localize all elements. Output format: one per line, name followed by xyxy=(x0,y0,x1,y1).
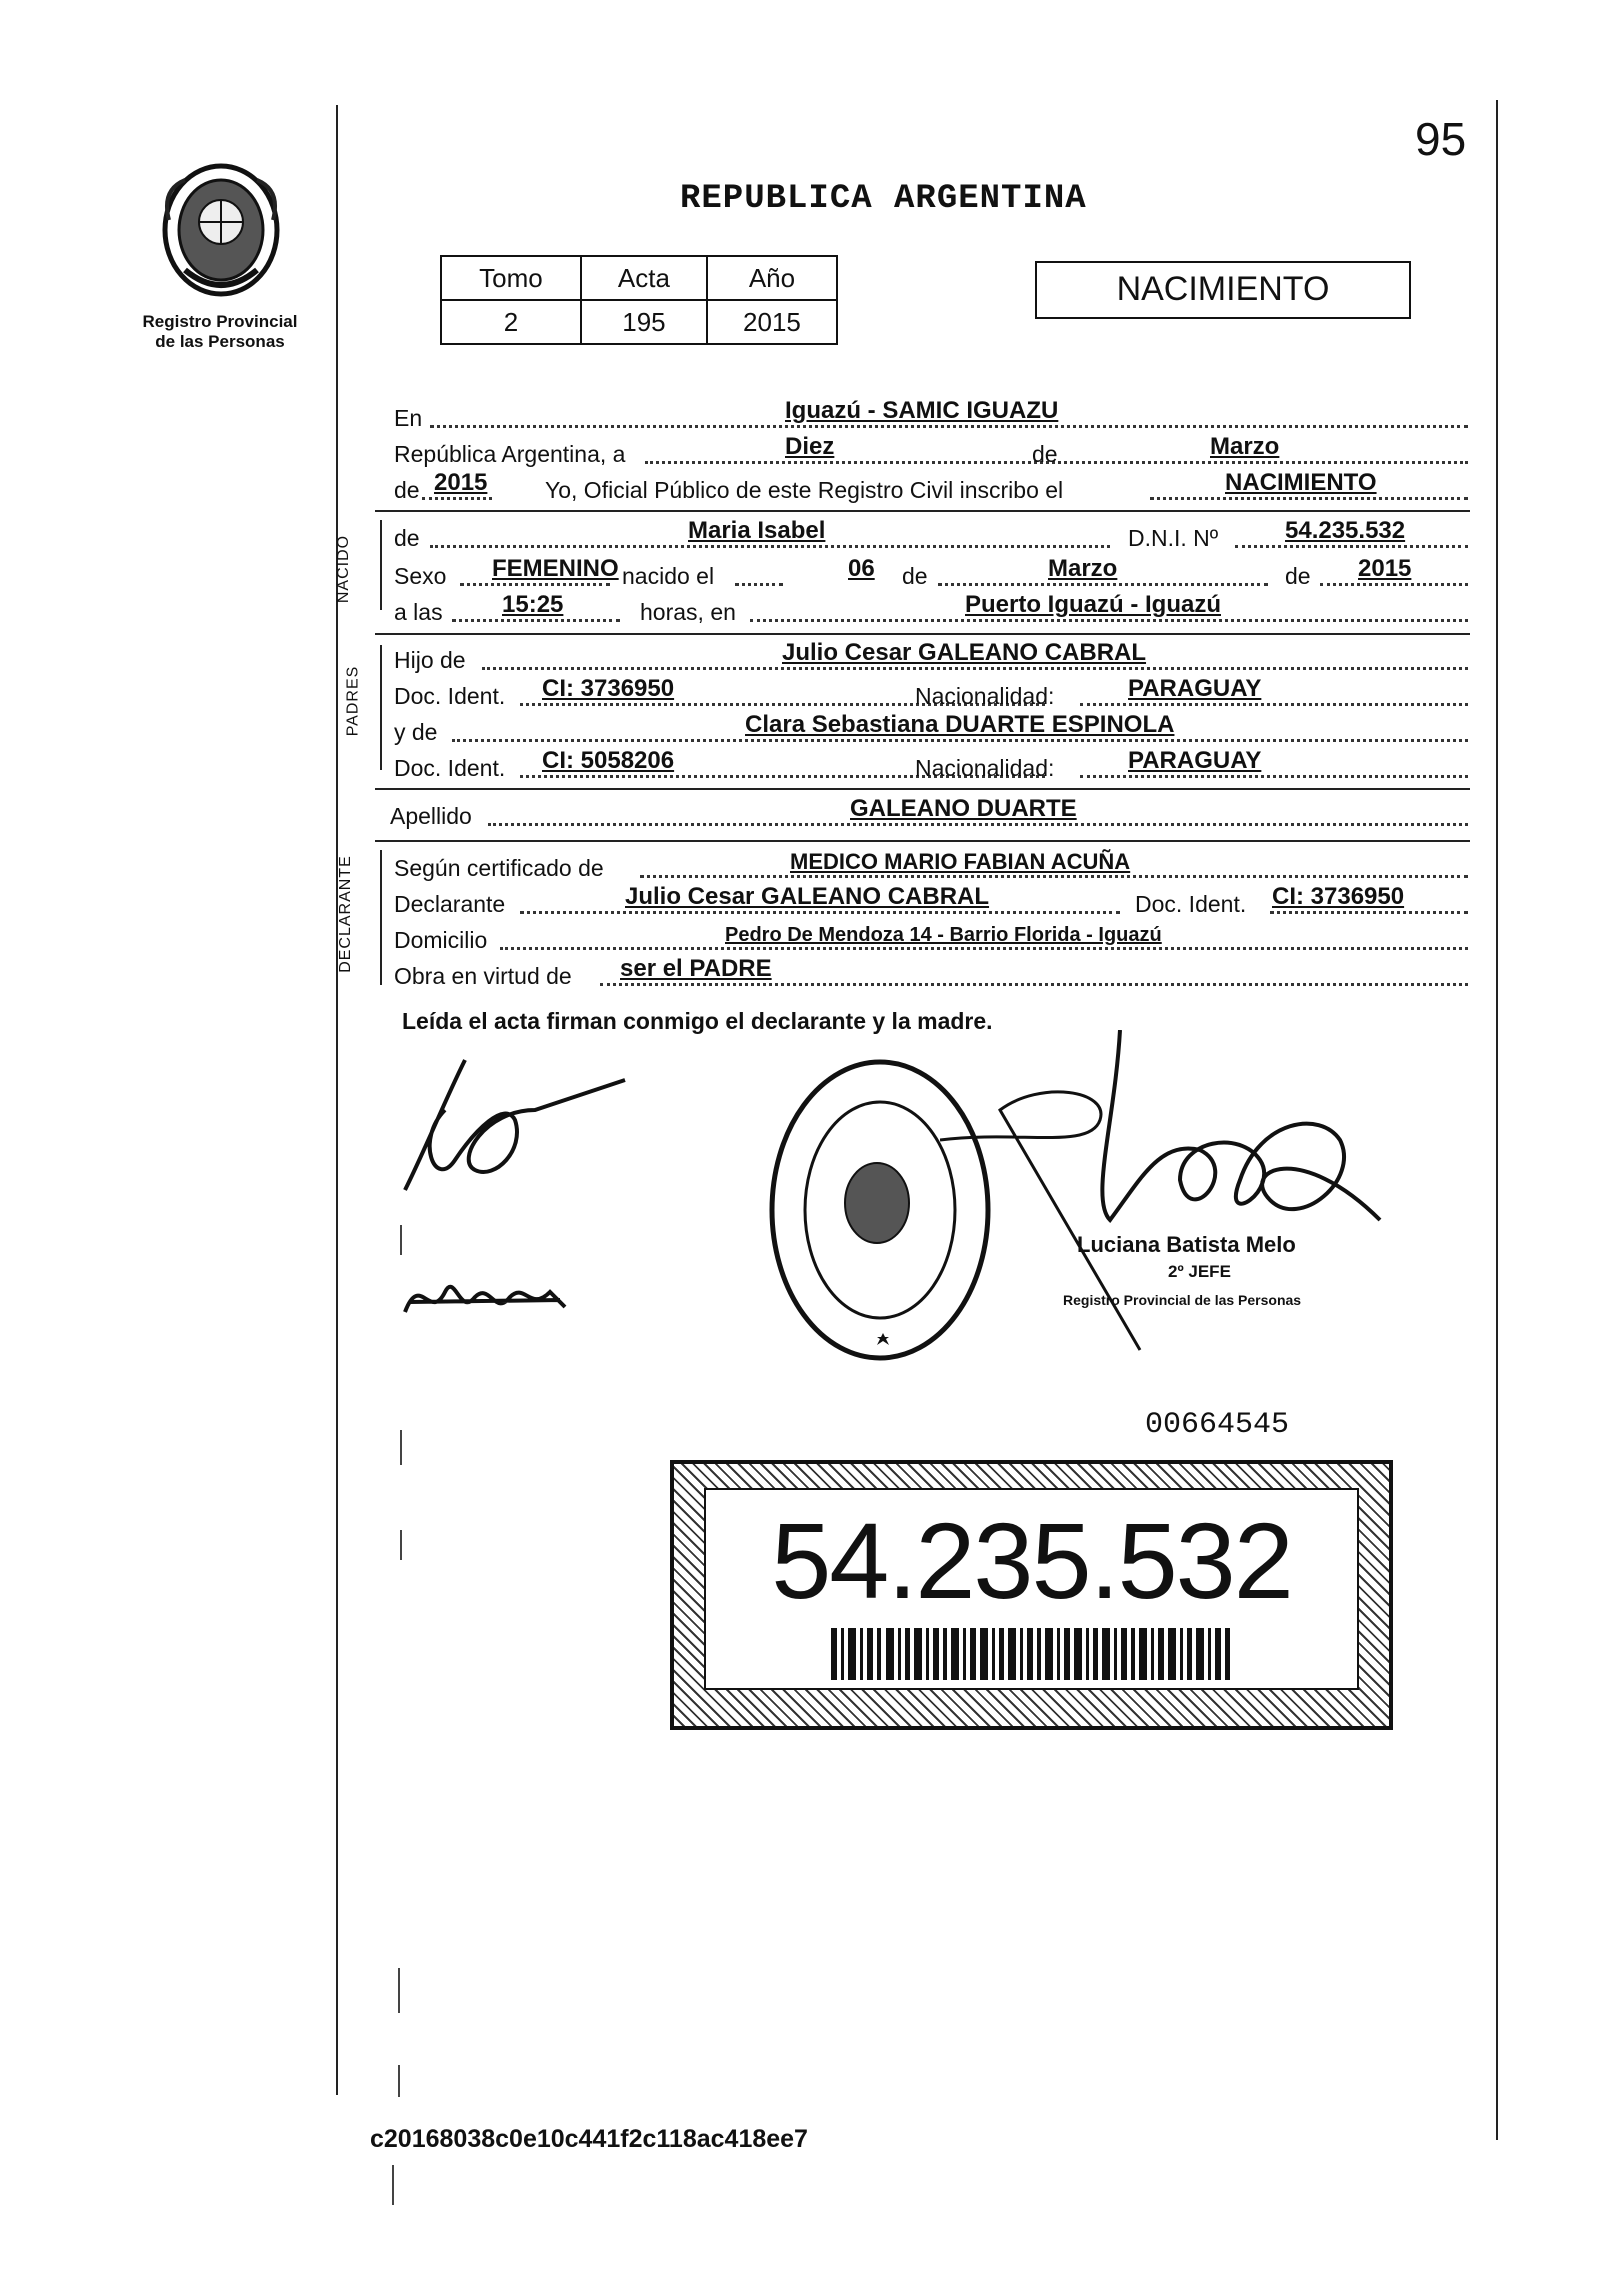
province-seal-icon xyxy=(155,160,287,300)
line-segun xyxy=(390,848,1468,884)
closing-text: Leída el acta firman conmigo el declarante y la madre. xyxy=(402,1008,993,1034)
serial-number: 00664545 xyxy=(1145,1408,1290,1442)
declarante-brace xyxy=(380,850,382,985)
dots xyxy=(520,911,1120,914)
logo-caption-line1: Registro Provincial xyxy=(142,312,298,331)
register-header-acta: Acta xyxy=(581,256,707,300)
nacido-de-label3: de xyxy=(1285,563,1311,589)
scan-mark xyxy=(400,1430,402,1465)
apellido-label: Apellido xyxy=(390,803,472,829)
inscribo-value: NACIMIENTO xyxy=(1225,469,1377,496)
dots xyxy=(1320,583,1468,586)
oficial-text: Yo, Oficial Público de este Registro Civil inscribo el xyxy=(545,477,1064,503)
province-logo xyxy=(155,160,287,300)
declarant-signature-scribble-icon xyxy=(385,1040,635,1220)
declarante-doc-value: CI: 3736950 xyxy=(1272,883,1405,910)
declarant-signature xyxy=(385,1040,635,1220)
year-value: 2015 xyxy=(434,469,488,496)
official-signature-scribble-icon xyxy=(940,1030,1390,1410)
separator-3 xyxy=(375,788,1470,790)
dots xyxy=(452,739,1468,742)
day-value: Diez xyxy=(785,433,835,460)
right-margin-rule xyxy=(1496,100,1498,2140)
line-y-de xyxy=(390,712,1468,748)
record-type-box: NACIMIENTO xyxy=(1035,261,1411,319)
birth-month-value: Marzo xyxy=(1048,555,1118,582)
document-hash: c20168038c0e10c441f2c118ac418ee7 xyxy=(370,2125,808,2153)
register-header-tomo: Tomo xyxy=(441,256,581,300)
dni-sticker xyxy=(670,1460,1393,1730)
sexo-value: FEMENINO xyxy=(492,555,619,582)
hijo-de-label: Hijo de xyxy=(394,647,466,673)
dots xyxy=(488,823,1468,826)
declarante-value: Julio Cesar GALEANO CABRAL xyxy=(625,883,990,910)
official-office: Registro Provincial de las Personas xyxy=(1063,1292,1302,1308)
nacido-brace xyxy=(380,520,382,610)
domicilio-value: Pedro De Mendoza 14 - Barrio Florida - Iguazú xyxy=(725,924,1162,946)
father-nat-label: Nacionalidad: xyxy=(915,683,1055,709)
padres-brace xyxy=(380,645,382,770)
obra-label: Obra en virtud de xyxy=(394,963,572,989)
official-name: Luciana Batista Melo xyxy=(1077,1232,1296,1257)
barcode-bars-icon xyxy=(831,1628,1231,1680)
dots xyxy=(750,619,1468,622)
side-label-padres-text: PADRES xyxy=(344,665,362,737)
line-domicilio xyxy=(390,920,1468,956)
separator-4 xyxy=(375,840,1470,842)
register-value-ano: 2015 xyxy=(707,300,837,344)
declarante-label: Declarante xyxy=(394,891,506,917)
father-doc-value: CI: 3736950 xyxy=(542,675,675,702)
dots xyxy=(1270,911,1468,914)
line-obra xyxy=(390,956,1468,992)
line-father-doc xyxy=(390,676,1468,712)
line-declarante xyxy=(390,884,1468,920)
de2-label: de xyxy=(394,477,420,503)
line-hora xyxy=(390,592,1468,628)
nacido-el-label: nacido el xyxy=(622,563,715,589)
nacido-name-value: Maria Isabel xyxy=(688,517,826,544)
dots xyxy=(1150,497,1468,500)
dni-label: D.N.I. Nº xyxy=(1128,525,1219,551)
dots xyxy=(500,947,1468,950)
barcode-icon xyxy=(831,1628,1231,1680)
mother-signature xyxy=(400,1262,570,1332)
official-title: 2º JEFE xyxy=(1168,1262,1231,1281)
en-value: Iguazú - SAMIC IGUAZU xyxy=(785,397,1059,424)
dots xyxy=(460,583,610,586)
dots xyxy=(1080,703,1468,706)
official-signature xyxy=(940,1030,1390,1410)
side-label-nacido: NACIDO xyxy=(335,534,353,604)
apellido-value: GALEANO DUARTE xyxy=(850,795,1077,822)
separator-1 xyxy=(375,510,1470,512)
nacido-de-label2: de xyxy=(902,563,928,589)
line-republica xyxy=(390,434,1468,470)
obra-value: ser el PADRE xyxy=(620,955,772,982)
line-apellido xyxy=(390,796,1468,832)
republica-label: República Argentina, a xyxy=(394,441,626,467)
scan-mark xyxy=(400,1225,402,1255)
mother-doc-value: CI: 5058206 xyxy=(542,747,675,774)
y-de-label: y de xyxy=(394,719,438,745)
line-mother-doc xyxy=(390,748,1468,784)
segun-value: MEDICO MARIO FABIAN ACUÑA xyxy=(790,849,1131,874)
dots xyxy=(600,983,1468,986)
a-las-label: a las xyxy=(394,599,443,625)
declarante-doc-label: Doc. Ident. xyxy=(1135,891,1247,917)
segun-label: Según certificado de xyxy=(394,855,604,881)
dni-sticker-inner xyxy=(704,1488,1359,1690)
scan-mark xyxy=(400,1530,402,1560)
mother-nat-value: PARAGUAY xyxy=(1128,747,1262,774)
dots xyxy=(430,545,1110,548)
line-sexo xyxy=(390,556,1468,592)
mother-name-value: Clara Sebastiana DUARTE ESPINOLA xyxy=(745,711,1175,738)
country-title: REPUBLICA ARGENTINA xyxy=(680,180,1087,218)
place-value: Puerto Iguazú - Iguazú xyxy=(965,591,1221,618)
horas-label: horas, en xyxy=(640,599,736,625)
register-table xyxy=(440,255,838,345)
birth-year-value: 2015 xyxy=(1358,555,1412,582)
register-header-ano: Año xyxy=(707,256,837,300)
dots xyxy=(430,425,1468,428)
en-label: En xyxy=(394,405,423,431)
father-name-value: Julio Cesar GALEANO CABRAL xyxy=(782,639,1147,666)
father-nat-value: PARAGUAY xyxy=(1128,675,1262,702)
line-en xyxy=(390,398,1468,434)
separator-2 xyxy=(375,633,1470,635)
dots xyxy=(938,583,1268,586)
time-value: 15:25 xyxy=(502,591,564,618)
dots xyxy=(422,497,492,500)
line-hijo-de xyxy=(390,640,1468,676)
dots xyxy=(1235,545,1468,548)
register-value-acta: 195 xyxy=(581,300,707,344)
dots xyxy=(452,619,620,622)
register-value-tomo: 2 xyxy=(441,300,581,344)
mother-nat-label: Nacionalidad: xyxy=(915,755,1055,781)
domicilio-label: Domicilio xyxy=(394,927,488,953)
left-margin-rule xyxy=(336,105,338,2095)
de-label: de xyxy=(1032,441,1058,467)
line-nacido-name xyxy=(390,518,1468,554)
dots xyxy=(640,875,1468,878)
page-number: 95 xyxy=(1415,113,1467,165)
side-label-declarante: DECLARANTE xyxy=(336,855,354,973)
mother-doc-label: Doc. Ident. xyxy=(394,755,506,781)
scan-mark xyxy=(392,2165,394,2205)
logo-caption-line2: de las Personas xyxy=(155,332,285,351)
mother-signature-scribble-icon xyxy=(400,1262,570,1332)
dots xyxy=(482,667,1468,670)
sexo-label: Sexo xyxy=(394,563,447,589)
scan-mark xyxy=(398,2065,400,2097)
dni-value: 54.235.532 xyxy=(1285,517,1406,544)
father-doc-label: Doc. Ident. xyxy=(394,683,506,709)
scan-mark xyxy=(398,1968,400,2013)
birth-day-value: 06 xyxy=(848,555,875,582)
line-year xyxy=(390,470,1468,506)
dni-sticker-number: 54.235.532 xyxy=(771,1500,1292,1621)
logo-caption xyxy=(120,312,320,352)
dots xyxy=(735,583,783,586)
month-value: Marzo xyxy=(1210,433,1280,460)
dots xyxy=(1080,775,1468,778)
nacido-de-label: de xyxy=(394,525,420,551)
